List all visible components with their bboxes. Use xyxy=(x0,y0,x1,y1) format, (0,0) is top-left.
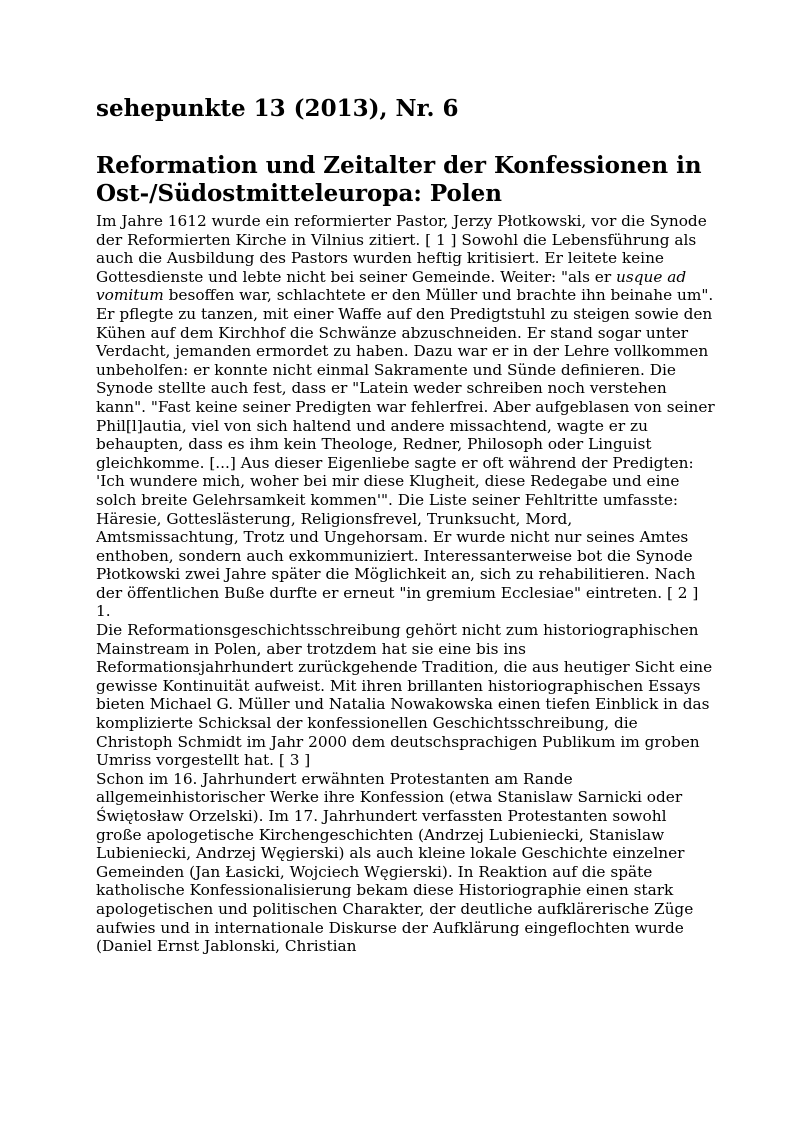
paragraph-1-text-b: Sowohl die Lebensführung als auch die Ausbildung des Pastors wurden heftig kritisiert. Er leitete keine Gottesdienste und lebte nicht bei seiner Gemeinde. Weiter: "als er xyxy=(96,230,697,286)
paragraph-3: Schon im 16. Jahrhundert erwähnten Protestanten am Rande allgemeinhistorischer Werke ihre Konfession (etwa Stanislaw Sarnicki oder Świętosław Orzelski). Im 17. Jahrhundert verfassten Protestanten sowohl große apologetische Kirchengeschichten (Andrzej Lubieniecki, Stanislaw Lubieniecki, Andrzej Węgierski) als auch kleine lokale Geschichte einzelner Gemeinden (Jan Łasicki, Wojciech Węgierski). In Reaktion auf die späte katholische Konfessionalisierung bekam diese Historiographie einen stark apologetischen und politischen Charakter, der deutliche aufklärerische Züge aufwies und in internationale Diskurse der Aufklärung eingeflochten wurde (Daniel Ernst Jablonski, Christian xyxy=(96,769,694,956)
paragraph-1 xyxy=(96,212,716,602)
footnote-2-link[interactable]: [ 2 ] xyxy=(666,583,699,602)
paragraph-2 xyxy=(96,621,716,770)
article-title: Reformation und Zeitalter der Konfessionen in Ost-/Südostmitteleuropa: Polen xyxy=(96,152,702,207)
footnote-1-link[interactable]: [ 1 ] xyxy=(425,230,457,249)
footnote-3-link[interactable]: [ 3 ] xyxy=(278,751,311,770)
section-number: 1. xyxy=(96,602,111,621)
document-page xyxy=(96,93,716,956)
paragraph-1-text-a: Im Jahre 1612 wurde ein reformierter Pastor, Jerzy Płotkowski, vor die Synode der Reformierten Kirche in Vilnius zitiert. xyxy=(96,212,707,249)
paragraph-1-text-c: besoffen war, schlachtete er den Müller und brachte ihn beinahe um". Er pflegte zu tanzen, mit einer Waffe auf den Predigtstuhl zu steigen sowie den Kühen auf dem Kirchhof die Schwänze abzuschneiden. Er stand sogar unter Verdacht, jemanden ermordet zu haben. Dazu war er in der Lehre vollkommen unbeholfen: er konnte nicht einmal Sakramente und Sünde definieren. Die Synode stellte auch fest, dass er "Latein weder schreiben noch verstehen kann". "Fast keine seiner Predigten war fehlerfrei. Aber aufgeblasen von seiner Phil[l]autia, viel von sich haltend und andere missachtend, wagte er zu behaupten, dass es ihm kein Theologe, Redner, Philosoph oder Linguist gleichkomme. [...] Aus dieser Eigenliebe sagte er oft während der Predigten: 'Ich wundere mich, woher bei mir diese Klugheit, diese Redegabe und eine solch breite Gelehrsamkeit kommen'". Die Liste seiner Fehltritte umfasste: Häresie, Gotteslästerung, Religionsfrevel, Trunksucht, Mord, Amtsmissachtung, Trotz und Ungehorsam. Er wurde nicht nur seines Amtes enthoben, sondern auch exkommuniziert. Interessanterweise bot die Synode Płotkowski zwei Jahre später die Möglichkeit an, sich zu rehabilitieren. Nach der öffentlichen Buße durfte er erneut "in gremium Ecclesiae" eintreten. xyxy=(96,286,715,602)
paragraph-2-text: Die Reformationsgeschichtsschreibung gehört nicht zum historiographischen Mainstream in Polen, aber trotzdem hat sie eine bis ins Reformationsjahrhundert zurückgehende Tradition, die aus heutiger Sicht eine gewisse Kontinuität aufweist. Mit ihren brillanten historiographischen Essays bieten Michael G. Müller und Natalia Nowakowska einen tiefen Einblick in das komplizierte Schicksal der konfessionellen Geschichtsschreibung, die Christoph Schmidt im Jahr 2000 dem deutschsprachigen Publikum im groben Umriss vorgestellt hat. xyxy=(96,621,713,770)
latin-quote: usque ad vomitum xyxy=(96,267,687,305)
journal-heading: sehepunkte 13 (2013), Nr. 6 xyxy=(96,95,459,122)
